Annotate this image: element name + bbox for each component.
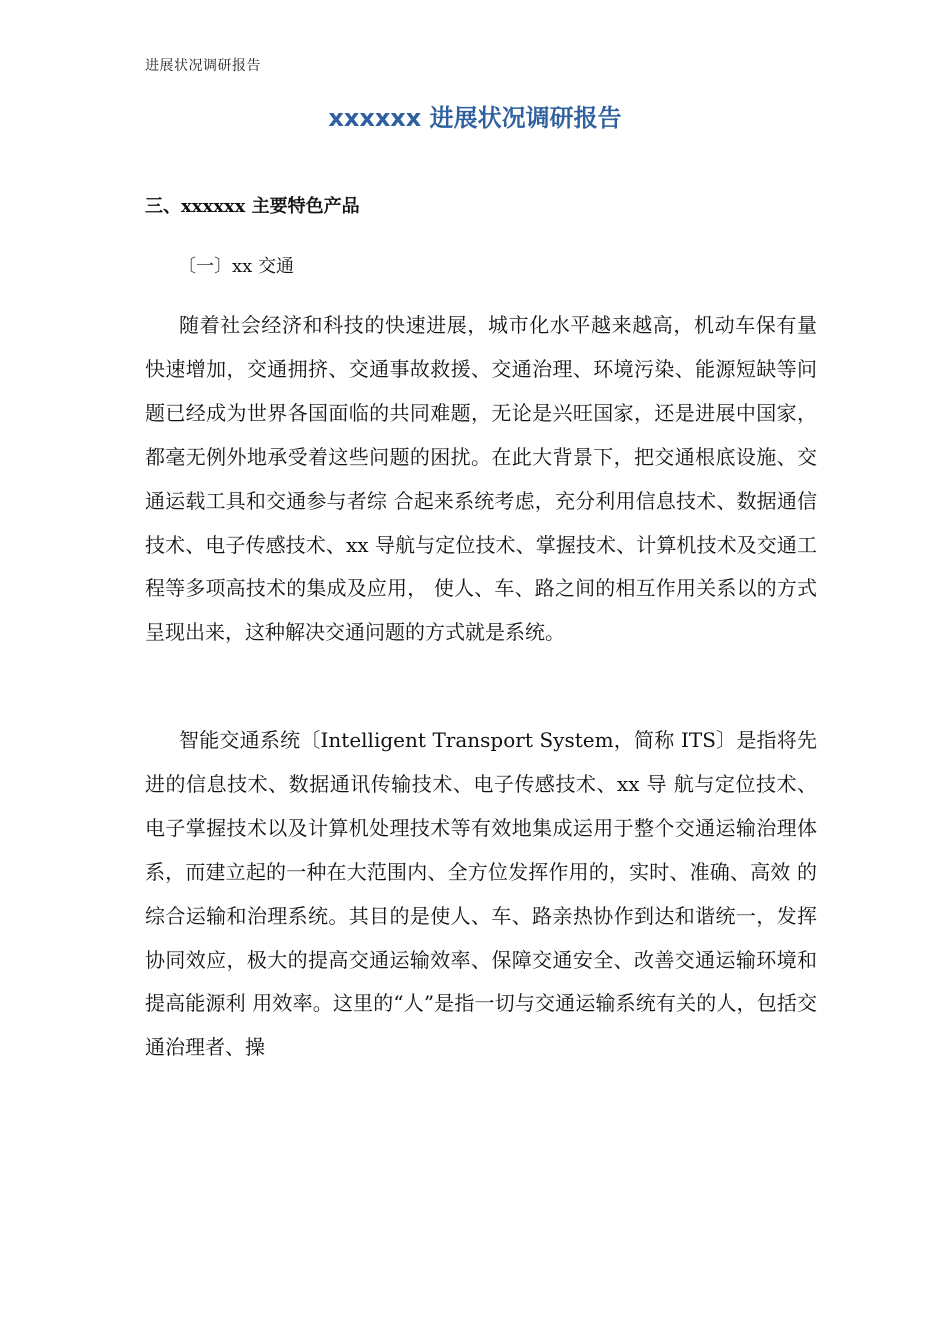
sub-heading: 〔一〕xx 交通 [178,256,295,277]
section-heading: 三、xxxxxx 主要特色产品 [145,196,360,217]
paragraph: 智能交通系统〔Intelligent Transport System，简称 ITS〕是指将先进的信息技术、数据通讯传输技术、电子传感技术、xx 导 航与定位技术、电子掌握技术以及计算机处理技术等有效地集成运用于整个交通运输治理体系，而建立起的一种在大范围内、全方位发挥作用的，实时、准确、高效 的综合运输和治理系统。其目的是使人、车、路亲热协作到达和谐统一，发挥协同效应，极大的提高交通运输效率、保障交通安全、改善交通运输环境和提高能源利 用效率。这里的“人”是指一切与交通运输系统有关的人，包括交通治理者、操 [145,728,817,1060]
paragraph: 随着社会经济和科技的快速进展，城市化水平越来越高，机动车保有量快速增加，交通拥挤、交通事故救援、交通治理、环境污染、能源短缺等问题已经成为世界各国面临的共同难题，无论是兴旺国家，还是进展中国家，都毫无例外地承受着这些问题的困扰。在此大背景下，把交通根底设施、交通运载工具和交通参与者综 合起来系统考虑，充分利用信息技术、数据通信技术、电子传感技术、xx 导航与定位技术、掌握技术、计算机技术及交通工程等多项高技术的集成及应用， 使人、车、路之间的相互作用关系以的方式呈现出来，这种解决交通问题的方式就是系统。 [145,313,817,645]
running-header: 进展状况调研报告 [145,58,261,74]
document-title: xxxxxx 进展状况调研报告 [328,104,622,132]
